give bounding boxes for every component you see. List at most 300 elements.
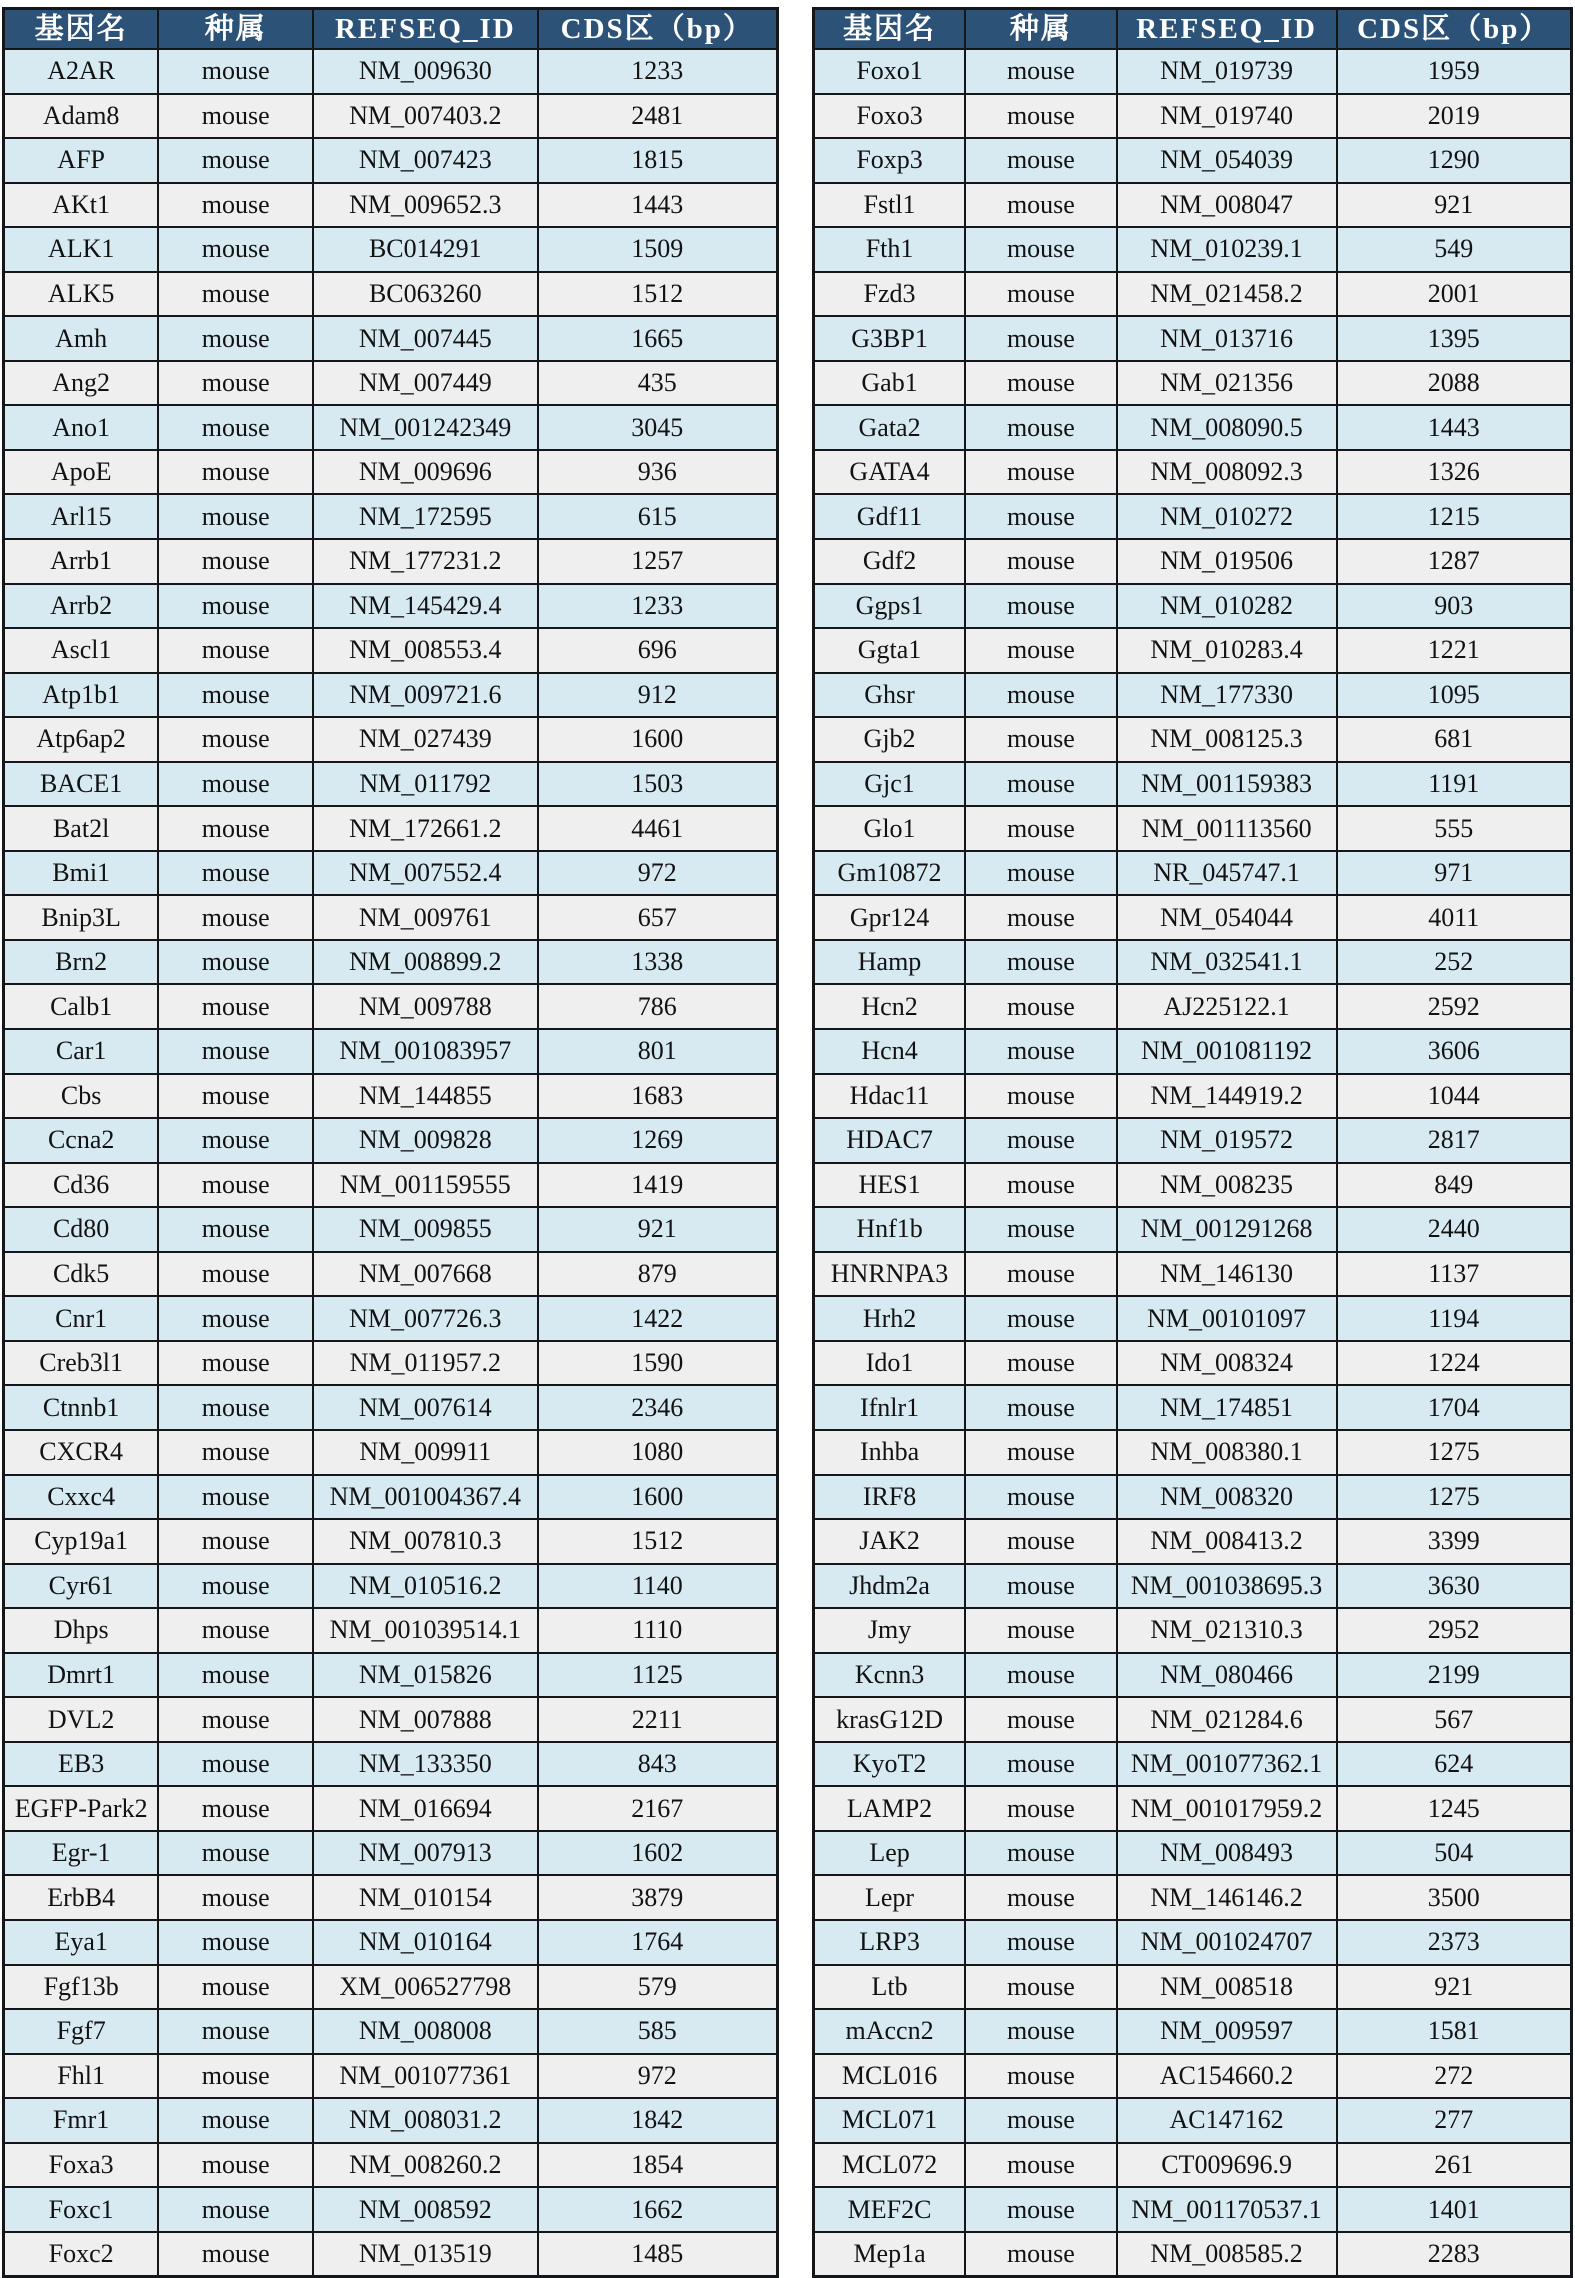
gene-name-cell: ALK1	[4, 227, 159, 272]
gene-name-cell: Bnip3L	[4, 895, 159, 940]
table-row	[814, 895, 1572, 940]
refseq-id-cell: NM_001242349	[313, 405, 537, 450]
table-row	[814, 1163, 1572, 1208]
cds-bp-cell: 1419	[538, 1163, 778, 1208]
gene-name-cell: Cyp19a1	[4, 1519, 159, 1564]
cds-bp-cell: 1959	[1337, 49, 1572, 94]
table-row	[4, 2232, 778, 2277]
species-cell: mouse	[965, 2009, 1117, 2054]
table-row	[4, 405, 778, 450]
species-cell: mouse	[965, 183, 1117, 228]
table-row	[4, 1163, 778, 1208]
cds-bp-cell: 3500	[1337, 1875, 1572, 1920]
refseq-id-cell: NM_001039514.1	[313, 1608, 537, 1653]
species-cell: mouse	[158, 940, 313, 985]
table-row	[4, 1608, 778, 1653]
cds-bp-cell: 1485	[538, 2232, 778, 2277]
gene-name-cell: JAK2	[814, 1519, 966, 1564]
species-cell: mouse	[158, 1564, 313, 1609]
species-cell: mouse	[158, 1430, 313, 1475]
table-row	[4, 1207, 778, 1252]
gene-name-cell: LAMP2	[814, 1786, 966, 1831]
gene-name-cell: Egr-1	[4, 1831, 159, 1876]
cds-bp-cell: 4461	[538, 806, 778, 851]
refseq-id-cell: NM_007614	[313, 1385, 537, 1430]
gene-name-cell: Fmr1	[4, 2098, 159, 2143]
species-cell: mouse	[965, 1519, 1117, 1564]
gene-name-cell: ErbB4	[4, 1875, 159, 1920]
gene-name-cell: EB3	[4, 1742, 159, 1787]
refseq-id-cell: NM_011957.2	[313, 1341, 537, 1386]
species-cell: mouse	[158, 1786, 313, 1831]
table-row	[814, 539, 1572, 584]
species-cell: mouse	[158, 1163, 313, 1208]
cds-bp-cell: 1443	[538, 183, 778, 228]
table-row	[814, 2098, 1572, 2143]
table-row	[4, 1430, 778, 1475]
table-row	[814, 494, 1572, 539]
cds-bp-cell: 261	[1337, 2143, 1572, 2188]
species-cell: mouse	[158, 94, 313, 139]
species-cell: mouse	[965, 1341, 1117, 1386]
table-row	[814, 1118, 1572, 1163]
gene-name-cell: Ghsr	[814, 673, 966, 718]
column-header-species: 种属	[158, 9, 313, 50]
species-cell: mouse	[965, 717, 1117, 762]
species-cell: mouse	[158, 405, 313, 450]
cds-bp-cell: 2592	[1337, 984, 1572, 1029]
species-cell: mouse	[965, 2143, 1117, 2188]
refseq-id-cell: NM_010283.4	[1117, 628, 1337, 673]
gene-name-cell: Ggta1	[814, 628, 966, 673]
gene-name-cell: Cd36	[4, 1163, 159, 1208]
species-cell: mouse	[158, 984, 313, 1029]
gene-name-cell: AFP	[4, 138, 159, 183]
gene-name-cell: Gjc1	[814, 762, 966, 807]
cds-bp-cell: 3045	[538, 405, 778, 450]
table-row	[814, 1519, 1572, 1564]
species-cell: mouse	[158, 1475, 313, 1520]
cds-bp-cell: 2019	[1337, 94, 1572, 139]
species-cell: mouse	[965, 1875, 1117, 1920]
gene-name-cell: Cbs	[4, 1074, 159, 1119]
species-cell: mouse	[965, 1475, 1117, 1520]
cds-bp-cell: 1842	[538, 2098, 778, 2143]
refseq-id-cell: NM_172661.2	[313, 806, 537, 851]
gene-name-cell: Gdf2	[814, 539, 966, 584]
table-row	[4, 1697, 778, 1742]
gene-name-cell: Car1	[4, 1029, 159, 1074]
refseq-id-cell: NM_001077362.1	[1117, 1742, 1337, 1787]
gene-name-cell: Hnf1b	[814, 1207, 966, 1252]
species-cell: mouse	[965, 1029, 1117, 1074]
refseq-id-cell: NM_001291268	[1117, 1207, 1337, 1252]
gene-name-cell: Bmi1	[4, 851, 159, 896]
cds-bp-cell: 272	[1337, 2054, 1572, 2099]
species-cell: mouse	[158, 539, 313, 584]
species-cell: mouse	[965, 49, 1117, 94]
cds-bp-cell: 2211	[538, 1697, 778, 1742]
refseq-id-cell: NM_010282	[1117, 584, 1337, 629]
gene-name-cell: Jhdm2a	[814, 1564, 966, 1609]
refseq-id-cell: NM_010272	[1117, 494, 1337, 539]
table-row	[4, 1564, 778, 1609]
cds-bp-cell: 696	[538, 628, 778, 673]
refseq-id-cell: NM_144855	[313, 1074, 537, 1119]
table-row	[814, 1074, 1572, 1119]
species-cell: mouse	[965, 851, 1117, 896]
species-cell: mouse	[158, 227, 313, 272]
refseq-id-cell: NM_001024707	[1117, 1920, 1337, 1965]
cds-bp-cell: 1044	[1337, 1074, 1572, 1119]
table-row	[4, 940, 778, 985]
refseq-id-cell: NM_001113560	[1117, 806, 1337, 851]
gene-name-cell: Eya1	[4, 1920, 159, 1965]
table-row	[814, 762, 1572, 807]
gene-name-cell: IRF8	[814, 1475, 966, 1520]
table-row	[4, 1296, 778, 1341]
species-cell: mouse	[158, 138, 313, 183]
gene-name-cell: AKt1	[4, 183, 159, 228]
refseq-id-cell: NM_001083957	[313, 1029, 537, 1074]
table-row	[814, 1207, 1572, 1252]
species-cell: mouse	[965, 94, 1117, 139]
gene-name-cell: Bat2l	[4, 806, 159, 851]
gene-name-cell: Hcn2	[814, 984, 966, 1029]
refseq-id-cell: NM_009652.3	[313, 183, 537, 228]
cds-bp-cell: 1704	[1337, 1385, 1572, 1430]
species-cell: mouse	[965, 1965, 1117, 2010]
species-cell: mouse	[965, 984, 1117, 1029]
refseq-id-cell: NM_010154	[313, 1875, 537, 1920]
cds-bp-cell: 903	[1337, 584, 1572, 629]
table-row	[4, 584, 778, 629]
table-row	[4, 94, 778, 139]
refseq-id-cell: NM_007403.2	[313, 94, 537, 139]
gene-name-cell: Cdk5	[4, 1252, 159, 1297]
species-cell: mouse	[158, 806, 313, 851]
gene-name-cell: Cd80	[4, 1207, 159, 1252]
gene-name-cell: MCL016	[814, 2054, 966, 2099]
refseq-id-cell: NM_174851	[1117, 1385, 1337, 1430]
cds-bp-cell: 971	[1337, 851, 1572, 896]
refseq-id-cell: NM_011792	[313, 762, 537, 807]
cds-bp-cell: 1110	[538, 1608, 778, 1653]
refseq-id-cell: NM_001159383	[1117, 762, 1337, 807]
species-cell: mouse	[158, 1341, 313, 1386]
refseq-id-cell: NM_008092.3	[1117, 450, 1337, 495]
cds-bp-cell: 1080	[538, 1430, 778, 1475]
table-row	[4, 49, 778, 94]
refseq-id-cell: NM_008324	[1117, 1341, 1337, 1386]
species-cell: mouse	[965, 1430, 1117, 1475]
refseq-id-cell: NM_144919.2	[1117, 1074, 1337, 1119]
table-row	[4, 1341, 778, 1386]
cds-bp-cell: 849	[1337, 1163, 1572, 1208]
column-header-gene-name: 基因名	[4, 9, 159, 50]
species-cell: mouse	[965, 1385, 1117, 1430]
refseq-id-cell: NM_008008	[313, 2009, 537, 2054]
species-cell: mouse	[158, 1831, 313, 1876]
species-cell: mouse	[158, 1029, 313, 1074]
cds-bp-cell: 1590	[538, 1341, 778, 1386]
refseq-id-cell: NM_007810.3	[313, 1519, 537, 1564]
species-cell: mouse	[965, 450, 1117, 495]
cds-bp-cell: 1815	[538, 138, 778, 183]
gene-name-cell: Ctnnb1	[4, 1385, 159, 1430]
gene-name-cell: Ltb	[814, 1965, 966, 2010]
species-cell: mouse	[965, 895, 1117, 940]
table-row	[4, 183, 778, 228]
refseq-id-cell: NM_013716	[1117, 316, 1337, 361]
refseq-id-cell: NM_001159555	[313, 1163, 537, 1208]
refseq-id-cell: NM_007726.3	[313, 1296, 537, 1341]
gene-name-cell: Fgf7	[4, 2009, 159, 2054]
cds-bp-cell: 1581	[1337, 2009, 1572, 2054]
gene-name-cell: Foxc2	[4, 2232, 159, 2277]
refseq-id-cell: BC014291	[313, 227, 537, 272]
cds-bp-cell: 1215	[1337, 494, 1572, 539]
cds-bp-cell: 1512	[538, 1519, 778, 1564]
cds-bp-cell: 555	[1337, 806, 1572, 851]
refseq-id-cell: NM_008235	[1117, 1163, 1337, 1208]
gene-name-cell: Dhps	[4, 1608, 159, 1653]
gene-name-cell: GATA4	[814, 450, 966, 495]
table-row	[814, 2143, 1572, 2188]
gene-name-cell: KyoT2	[814, 1742, 966, 1787]
cds-bp-cell: 435	[538, 361, 778, 406]
cds-bp-cell: 1095	[1337, 673, 1572, 718]
table-row	[4, 1385, 778, 1430]
species-cell: mouse	[158, 673, 313, 718]
gene-name-cell: Gjb2	[814, 717, 966, 762]
species-cell: mouse	[965, 1296, 1117, 1341]
gene-name-cell: Gm10872	[814, 851, 966, 896]
cds-bp-cell: 921	[1337, 1965, 1572, 2010]
table-row	[4, 227, 778, 272]
table-row	[4, 1029, 778, 1074]
gene-name-cell: Fth1	[814, 227, 966, 272]
cds-bp-cell: 615	[538, 494, 778, 539]
refseq-id-cell: NM_019572	[1117, 1118, 1337, 1163]
table-row	[814, 1875, 1572, 1920]
cds-bp-cell: 1512	[538, 272, 778, 317]
refseq-id-cell: NM_146146.2	[1117, 1875, 1337, 1920]
table-row	[4, 1831, 778, 1876]
cds-bp-cell: 4011	[1337, 895, 1572, 940]
refseq-id-cell: NM_177330	[1117, 673, 1337, 718]
refseq-id-cell: NM_013519	[313, 2232, 537, 2277]
table-row	[814, 1831, 1572, 1876]
species-cell: mouse	[965, 1252, 1117, 1297]
species-cell: mouse	[965, 361, 1117, 406]
table-row	[814, 94, 1572, 139]
species-cell: mouse	[158, 717, 313, 762]
table-row	[4, 316, 778, 361]
table-row	[814, 405, 1572, 450]
table-row	[4, 762, 778, 807]
gene-name-cell: Hrh2	[814, 1296, 966, 1341]
species-cell: mouse	[158, 2187, 313, 2232]
refseq-id-cell: NM_019740	[1117, 94, 1337, 139]
gene-name-cell: Foxo1	[814, 49, 966, 94]
cds-bp-cell: 1275	[1337, 1475, 1572, 1520]
gene-name-cell: Ifnlr1	[814, 1385, 966, 1430]
cds-bp-cell: 567	[1337, 1697, 1572, 1742]
gene-name-cell: Ggps1	[814, 584, 966, 629]
species-cell: mouse	[158, 1519, 313, 1564]
gene-name-cell: Hdac11	[814, 1074, 966, 1119]
species-cell: mouse	[965, 1074, 1117, 1119]
gene-name-cell: MCL072	[814, 2143, 966, 2188]
refseq-id-cell: XM_006527798	[313, 1965, 537, 2010]
species-cell: mouse	[158, 183, 313, 228]
gene-name-cell: krasG12D	[814, 1697, 966, 1742]
species-cell: mouse	[158, 1697, 313, 1742]
cds-bp-cell: 1662	[538, 2187, 778, 2232]
gene-name-cell: MCL071	[814, 2098, 966, 2143]
table-row	[814, 940, 1572, 985]
table-row	[814, 2009, 1572, 2054]
cds-bp-cell: 3879	[538, 1875, 778, 1920]
refseq-id-cell: NM_008899.2	[313, 940, 537, 985]
refseq-id-cell: AC147162	[1117, 2098, 1337, 2143]
gene-name-cell: Creb3l1	[4, 1341, 159, 1386]
gene-name-cell: Gata2	[814, 405, 966, 450]
species-cell: mouse	[158, 762, 313, 807]
table-row	[814, 1341, 1572, 1386]
species-cell: mouse	[158, 1653, 313, 1698]
cds-bp-cell: 1600	[538, 1475, 778, 1520]
refseq-id-cell: NM_015826	[313, 1653, 537, 1698]
refseq-id-cell: NM_016694	[313, 1786, 537, 1831]
refseq-id-cell: NM_008031.2	[313, 2098, 537, 2143]
species-cell: mouse	[965, 806, 1117, 851]
species-cell: mouse	[158, 2098, 313, 2143]
table-row	[814, 1430, 1572, 1475]
gene-name-cell: Gab1	[814, 361, 966, 406]
cds-bp-cell: 1602	[538, 1831, 778, 1876]
refseq-id-cell: NM_009911	[313, 1430, 537, 1475]
refseq-id-cell: NM_007913	[313, 1831, 537, 1876]
table-row	[4, 628, 778, 673]
gene-name-cell: ALK5	[4, 272, 159, 317]
species-cell: mouse	[158, 1742, 313, 1787]
refseq-id-cell: NM_133350	[313, 1742, 537, 1787]
species-cell: mouse	[158, 851, 313, 896]
table-row	[4, 1074, 778, 1119]
table-row	[814, 183, 1572, 228]
cds-bp-cell: 1443	[1337, 405, 1572, 450]
table-row	[814, 1252, 1572, 1297]
table-row	[814, 806, 1572, 851]
refseq-id-cell: NM_009828	[313, 1118, 537, 1163]
table-row	[4, 494, 778, 539]
species-cell: mouse	[965, 138, 1117, 183]
species-cell: mouse	[965, 272, 1117, 317]
gene-name-cell: Kcnn3	[814, 1653, 966, 1698]
refseq-id-cell: NM_007668	[313, 1252, 537, 1297]
refseq-id-cell: NM_019506	[1117, 539, 1337, 584]
cds-bp-cell: 1422	[538, 1296, 778, 1341]
refseq-id-cell: NM_009788	[313, 984, 537, 1029]
refseq-id-cell: NM_009855	[313, 1207, 537, 1252]
cds-bp-cell: 2167	[538, 1786, 778, 1831]
species-cell: mouse	[158, 584, 313, 629]
cds-bp-cell: 1233	[538, 49, 778, 94]
species-cell: mouse	[158, 1875, 313, 1920]
refseq-id-cell: NM_008518	[1117, 1965, 1337, 2010]
table-row	[814, 584, 1572, 629]
table-row	[814, 1786, 1572, 1831]
gene-name-cell: Foxp3	[814, 138, 966, 183]
gene-name-cell: BACE1	[4, 762, 159, 807]
species-cell: mouse	[965, 494, 1117, 539]
species-cell: mouse	[158, 49, 313, 94]
species-cell: mouse	[158, 1385, 313, 1430]
refseq-id-cell: NM_054039	[1117, 138, 1337, 183]
gene-table-left	[2, 7, 779, 2278]
species-cell: mouse	[965, 227, 1117, 272]
refseq-id-cell: NM_021284.6	[1117, 1697, 1337, 1742]
gene-name-cell: Foxa3	[4, 2143, 159, 2188]
refseq-id-cell: NM_008553.4	[313, 628, 537, 673]
table-row	[4, 895, 778, 940]
gene-name-cell: Atp1b1	[4, 673, 159, 718]
cds-bp-cell: 921	[538, 1207, 778, 1252]
refseq-id-cell: NM_009761	[313, 895, 537, 940]
species-cell: mouse	[158, 1252, 313, 1297]
gene-name-cell: Fstl1	[814, 183, 966, 228]
cds-bp-cell: 2199	[1337, 1653, 1572, 1698]
species-cell: mouse	[158, 272, 313, 317]
cds-bp-cell: 504	[1337, 1831, 1572, 1876]
gene-name-cell: Adam8	[4, 94, 159, 139]
table-row	[4, 673, 778, 718]
cds-bp-cell: 3606	[1337, 1029, 1572, 1074]
cds-bp-cell: 972	[538, 851, 778, 896]
cds-bp-cell: 3630	[1337, 1564, 1572, 1609]
gene-name-cell: Fhl1	[4, 2054, 159, 2099]
gene-name-cell: Inhba	[814, 1430, 966, 1475]
refseq-id-cell: AC154660.2	[1117, 2054, 1337, 2099]
refseq-id-cell: NM_010164	[313, 1920, 537, 1965]
gene-name-cell: CXCR4	[4, 1430, 159, 1475]
table-row	[814, 138, 1572, 183]
cds-bp-cell: 1125	[538, 1653, 778, 1698]
refseq-id-cell: NM_008413.2	[1117, 1519, 1337, 1564]
species-cell: mouse	[158, 1965, 313, 2010]
species-cell: mouse	[158, 1074, 313, 1119]
table-row	[814, 1920, 1572, 1965]
refseq-id-cell: NM_009597	[1117, 2009, 1337, 2054]
gene-table-right	[812, 7, 1573, 2278]
cds-bp-cell: 1395	[1337, 316, 1572, 361]
refseq-id-cell: NM_019739	[1117, 49, 1337, 94]
species-cell: mouse	[158, 361, 313, 406]
gene-name-cell: Hcn4	[814, 1029, 966, 1074]
species-cell: mouse	[965, 1207, 1117, 1252]
gene-name-cell: Atp6ap2	[4, 717, 159, 762]
table-row	[4, 2187, 778, 2232]
table-row	[814, 1296, 1572, 1341]
gene-name-cell: Lepr	[814, 1875, 966, 1920]
cds-bp-cell: 2346	[538, 1385, 778, 1430]
species-cell: mouse	[965, 405, 1117, 450]
cds-bp-cell: 549	[1337, 227, 1572, 272]
cds-bp-cell: 2481	[538, 94, 778, 139]
table-row	[4, 2143, 778, 2188]
